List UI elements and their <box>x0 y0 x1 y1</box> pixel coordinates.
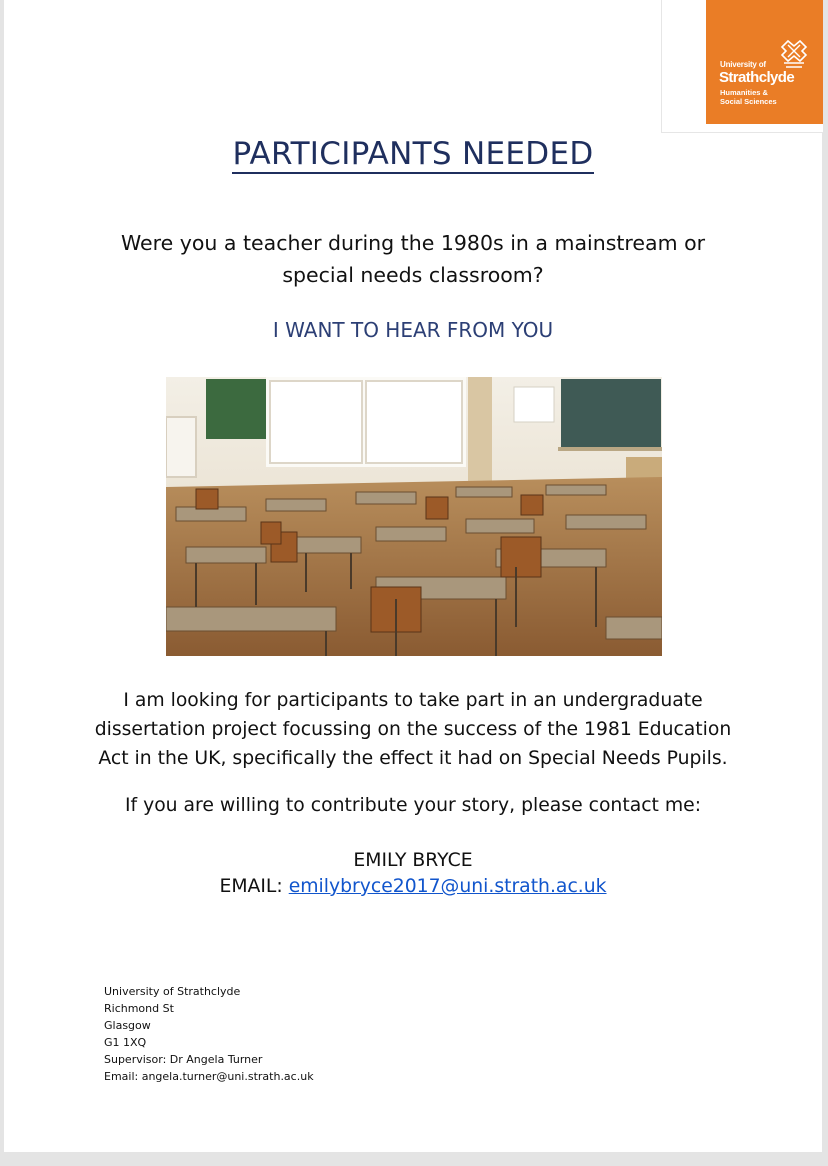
description-line-1: I am looking for participants to take part in an undergraduate <box>123 690 703 711</box>
contact-prompt: If you are willing to contribute your story, please contact me: <box>124 795 702 816</box>
contact-email-line <box>4 876 822 897</box>
logo-name: Strathclyde <box>719 69 795 86</box>
question-line-1: Were you a teacher during the 1980s in a mainstream or <box>120 231 706 255</box>
logo-faculty-line-2: Social Sciences <box>720 97 777 106</box>
address-line-4: G1 1XQ <box>104 1036 147 1049</box>
supervisor-line: Supervisor: Dr Angela Turner <box>104 1053 263 1066</box>
address-line-1: University of Strathclyde <box>104 985 241 998</box>
description-line-3: Act in the UK, specifically the effect it had on Special Needs Pupils. <box>98 748 728 769</box>
description-line-2: dissertation project focussing on the success of the 1981 Education <box>94 719 732 740</box>
email-label: EMAIL: <box>219 876 283 897</box>
logo-faculty-line-1: Humanities & <box>720 88 768 97</box>
description-paragraph <box>4 686 822 773</box>
classroom-illustration <box>166 377 662 656</box>
question-line-2: special needs classroom? <box>282 263 544 287</box>
address-block <box>104 983 314 1085</box>
address-line-3: Glasgow <box>104 1019 151 1032</box>
poster-title <box>4 136 822 172</box>
poster-page <box>4 0 822 1152</box>
poster-title-text: PARTICIPANTS NEEDED <box>232 136 594 172</box>
tagline: I WANT TO HEAR FROM YOU <box>272 318 554 342</box>
university-logo <box>706 0 823 124</box>
question-block <box>4 227 822 291</box>
address-line-2: Richmond St <box>104 1002 174 1015</box>
logo-prefix: University of <box>720 60 766 69</box>
email-link[interactable]: emilybryce2017@uni.strath.ac.uk <box>288 876 607 897</box>
supervisor-email-line: Email: angela.turner@uni.strath.ac.uk <box>104 1070 314 1083</box>
classroom-photo <box>166 377 662 656</box>
crest-icon <box>776 37 812 71</box>
contact-name: EMILY BRYCE <box>353 850 473 871</box>
logo-frame <box>661 0 823 133</box>
